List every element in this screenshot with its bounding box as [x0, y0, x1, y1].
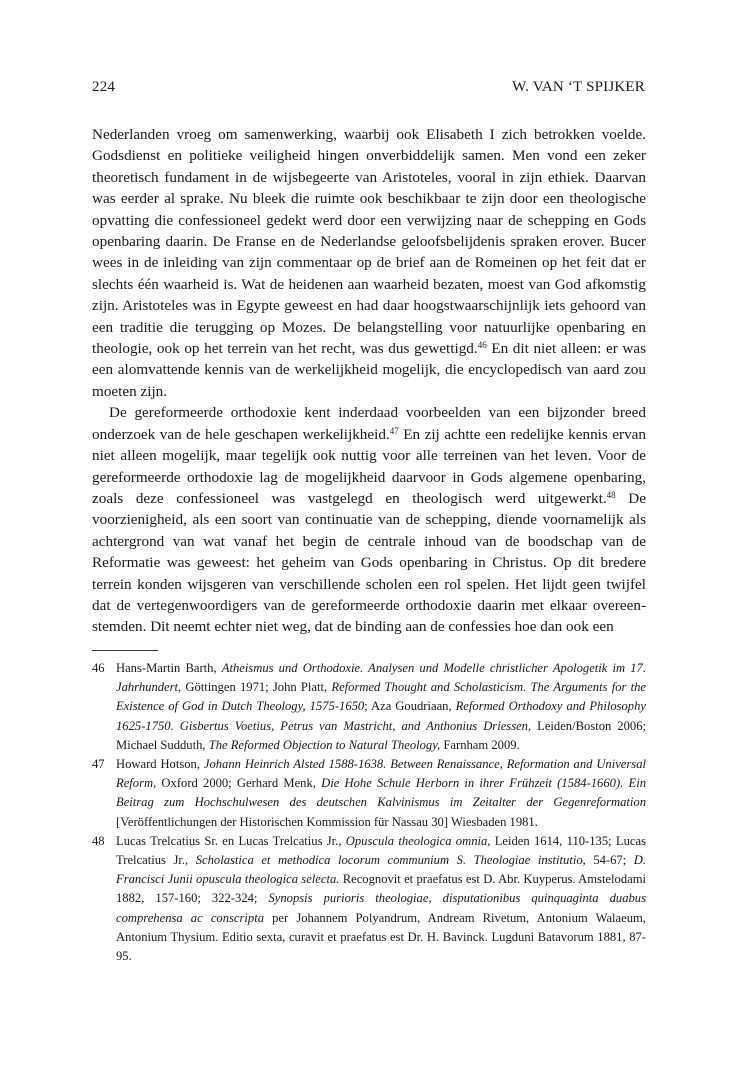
footnote-text-segment: Howard Hotson,	[116, 757, 204, 772]
footnote-title-segment: Johann Heinrich Alsted 1588-1638. Between Renaissance, Reformation and Universal Reform	[116, 757, 646, 791]
footnote-text-segment: per Johannem Polyandrum, Andream Rivetum, Antonium Walaeum, Antonium Thysium. Editio sexta, curavit et praefatus est Dr. H. Bavinck. Lugduni Batavorum 1881, 87-95.	[116, 910, 646, 964]
paragraph-2-text-b: En zij achtte een redelijke kennis ervan niet alleen mogelijk, maar tegelijk ook nuttig voor alle terreinen van het leven. Voor de gereformeerde orthodoxie lag de mogelijkheid daarvoor in Gods algemene openbaring, zoals deze confessioneel was vastgelegd en theologisch werd uitgewerkt.	[92, 425, 647, 507]
footnote-ref-47: 47	[389, 425, 399, 436]
footnote-text-segment: , Oxford 2000; Gerhard Menk,	[153, 776, 322, 791]
footnote-text-segment: [Veröffentlichungen der Historischen Kommission für Nassau 30] Wiesbaden 1981.	[116, 814, 538, 829]
footnote-text-segment: Recognovit et praefatus est D. Abr. Kuyperus. Amstelodami 1882, 157-160; 322-324;	[116, 872, 647, 906]
paragraph-1-text-b: En dit niet alleen: er was een alomvattende kennis van de werkelijkheid mogelijk, die encyclopedisch van aard zou moeten zijn.	[92, 340, 646, 400]
footnote-title-segment: D. Francisci Junii opuscula theologica selecta.	[116, 853, 646, 887]
footnote-title-segment: Synopsis purioris theologiae, disputationibus quinquaginta duabus comprehensa ac conscripta	[116, 891, 647, 925]
running-title: W. VAN ‘T SPIJKER	[512, 79, 645, 95]
footnote-title-segment: Reformed Thought and Scholasticism. The Arguments for the Existence of God in Dutch Theology, 1575-1650	[116, 680, 646, 714]
footnote-number: 47	[92, 757, 105, 772]
footnote-text-segment: Farnham 2009.	[440, 737, 520, 752]
paragraph-2	[92, 402, 646, 637]
footnote-title-segment: Die Hohe Schule Herborn in ihrer Frühzeit (1584-1660). Ein Beitrag zum Hochschulwesen des deutschen Kalvinismus im Zeitalter der Gegenreformation	[116, 776, 646, 810]
footnote-text-segment: ; Aza Goudriaan,	[364, 699, 456, 714]
footnote-text-segment: , Göttingen 1971; John Platt,	[178, 680, 332, 695]
footnote-title-segment: Atheismus und Orthodoxie. Analysen und Modelle christlicher Apologetik im 17. Jahrhundert	[116, 661, 646, 695]
footnote-number: 48	[92, 833, 105, 848]
page-number: 224	[92, 79, 116, 95]
footnote-number: 46	[92, 661, 105, 675]
footnote-text-segment: , Leiden/Boston 2006; Michael Sudduth,	[116, 718, 646, 752]
footnote-title-segment: Reformed Orthodoxy and Philosophy 1625-1750. Gisbertus Voetius, Petrus van Mastricht, and Anthonius Driessen	[116, 699, 646, 733]
footnote-text	[116, 755, 646, 832]
footnote-title-segment: Scholastica et methodica locorum communium S. Theologiae institutio,	[195, 853, 586, 868]
footnote-text-segment: Leiden 1614, 110-135; Lucas Trelcatius Jr.,	[116, 833, 646, 868]
footnote-text-segment: Lucas Trelcatius Sr. en Lucas Trelcatius Jr.,	[116, 833, 346, 848]
footnote-title-segment: Opuscula theologica omnia,	[345, 833, 491, 848]
footnote-ref-48: 48	[606, 489, 616, 500]
paragraph-1	[92, 124, 646, 402]
footnote-ref-46: 46	[477, 340, 487, 351]
main-text	[92, 124, 646, 638]
footnote-47	[92, 755, 646, 832]
paragraph-1-text-a: Nederlanden vroeg om samenwerking, waarbij ook Elisabeth I zich betrokken voelde. Godsdienst en politieke veiligheid hingen onverbiddelijk samen. Men vond een zeker theoretisch fundament in de wijsbegeerte van Aristoteles, vooral in zijn ethiek. Daarvan was eerder al sprake. Nu bleek die ruimte ook beschikbaar te zijn door een theologische opvatting die confessioneel gedekt werd door een verwijzing naar de schepping en Gods openbaring daarin. De Franse en de Nederlandse geloofsbelijdenis spraken erover. Bucer wees in de inleiding van zijn commentaar op de brief aan de Romeinen op het feit dat er slechts één waarheid is. Wat de heidenen aan waarheid bezaten, moest van God afkomstig zijn. Aristoteles was in Egypte geweest en had daar hoogstwaarschijnlijk iets gehoord van een traditie die terugging op Mozes. De belangstelling voor natuurlijke openbaring en theologie, ook op het terrein van het recht, was dus gewettigd.	[92, 126, 646, 358]
footnote-text	[116, 832, 646, 966]
paragraph-2-text-c: De voorzienigheid, als een soort van continuatie van de schepping, diende voornamelijk als achtergrond van wat vanaf het begin de centrale inhoud van de boodschap van de Reformatie was geweest: het geheim van Gods openbaring in Christus. Op dit bredere terrein konden wijsgeren van verschillende scholen een rol spelen. Het lijdt geen twijfel dat de vertegenwoordigers van de gereformeerde orthodoxie daarin met elkaar overeenstemden. Dit neemt echter niet weg, dat de binding aan de confessies hoe dan ook een	[92, 489, 646, 636]
footnotes	[92, 659, 646, 966]
running-header	[92, 79, 645, 96]
footnote-text-segment: 54-67;	[585, 853, 634, 868]
paragraph-2-text-a: De gereformeerde orthodoxie kent inderdaad voorbeelden van een bijzonder breed onderzoek van de hele geschapen werkelijkheid.	[92, 404, 646, 443]
footnote-text	[116, 659, 646, 755]
footnote-title-segment: The Reformed Objection to Natural Theology,	[208, 737, 441, 752]
footnote-48	[92, 832, 646, 966]
footnote-text-segment: Hans-Martin Barth,	[116, 661, 222, 675]
footnote-46	[92, 659, 646, 755]
footnote-separator	[92, 650, 158, 651]
